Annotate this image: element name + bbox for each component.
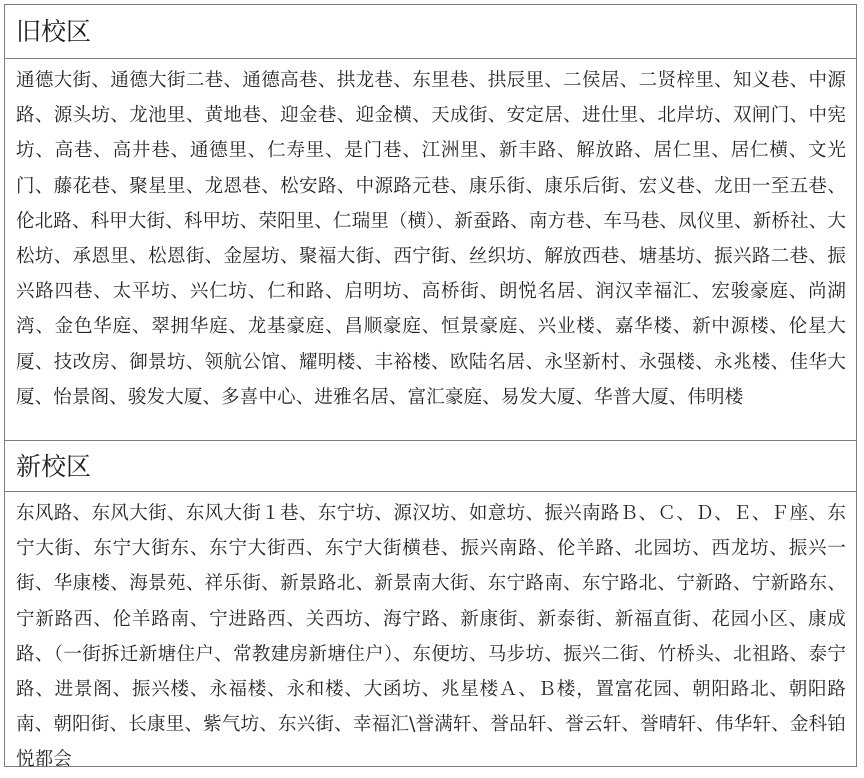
old-campus-heading: 旧校区: [5, 5, 856, 59]
school-district-table: [4, 4, 857, 771]
new-campus-heading: 新校区: [5, 441, 856, 492]
new-campus-street-list: 东风路、东风大街、东风大街１巷、东宁坊、源汉坊、如意坊、振兴南路Ｂ、Ｃ、Ｄ、Ｅ、Ｆ座、东宁大街、东宁大街东、东宁大街西、东宁大街横巷、振兴南路、伦羊路、北园坊、西龙坊、振兴一街、华康楼、海景苑、祥乐街、新景路北、新景南大街、东宁路南、东宁路北、宁新路、宁新路东、宁新路西、伦羊路南、宁进路西、关西坊、海宁路、新康街、新泰街、新福直街、花园小区、康成路、（一街拆迁新塘住户、常教建房新塘住户）、东便坊、马步坊、振兴二街、竹桥头、北祖路、泰宁路、进景阁、振兴楼、永福楼、永和楼、大函坊、兆星楼Ａ、Ｂ楼，置富花园、朝阳路北、朝阳路南、朝阳街、长康里、紫气坊、东兴街、幸福汇\誉满轩、誉品轩、誉云轩、誉晴轩、伟华轩、金科铂悦都会: [16, 503, 846, 771]
old-campus-street-list: 通德大街、通德大街二巷、通德高巷、拱龙巷、东里巷、拱辰里、二侯居、二贤梓里、知义巷、中源路、源头坊、龙池里、黄地巷、迎金巷、迎金横、天成街、安定居、进仕里、北岸坊、双闸门、中宪坊、高巷、高井巷、通德里、仁寿里、是门巷、江洲里、新丰路、解放路、居仁里、居仁横、文光门、藤花巷、聚星里、龙恩巷、松安路、中源路元巷、康乐街、康乐后街、宏义巷、龙田一至五巷、伦北路、科甲大街、科甲坊、荣阳里、仁瑞里（横）、新蚕路、南方巷、车马巷、凤仪里、新桥社、大松坊、承恩里、松恩街、金屋坊、聚福大街、西宁街、丝织坊、解放西巷、塘基坊、振兴路二巷、振兴路四巷、太平坊、兴仁坊、仁和路、启明坊、高桥街、朗悦名居、润汉幸福汇、宏骏豪庭、尚湖湾、金色华庭、翠拥华庭、龙基豪庭、昌顺豪庭、恒景豪庭、兴业楼、嘉华楼、新中源楼、伦星大厦、技改房、御景坊、领航公馆、耀明楼、丰裕楼、欧陆名居、永坚新村、永强楼、永兆楼、佳华大厦、怡景阁、骏发大厦、多喜中心、进雅名居、富汇豪庭、易发大厦、华普大厦、伟明楼: [5, 59, 856, 441]
